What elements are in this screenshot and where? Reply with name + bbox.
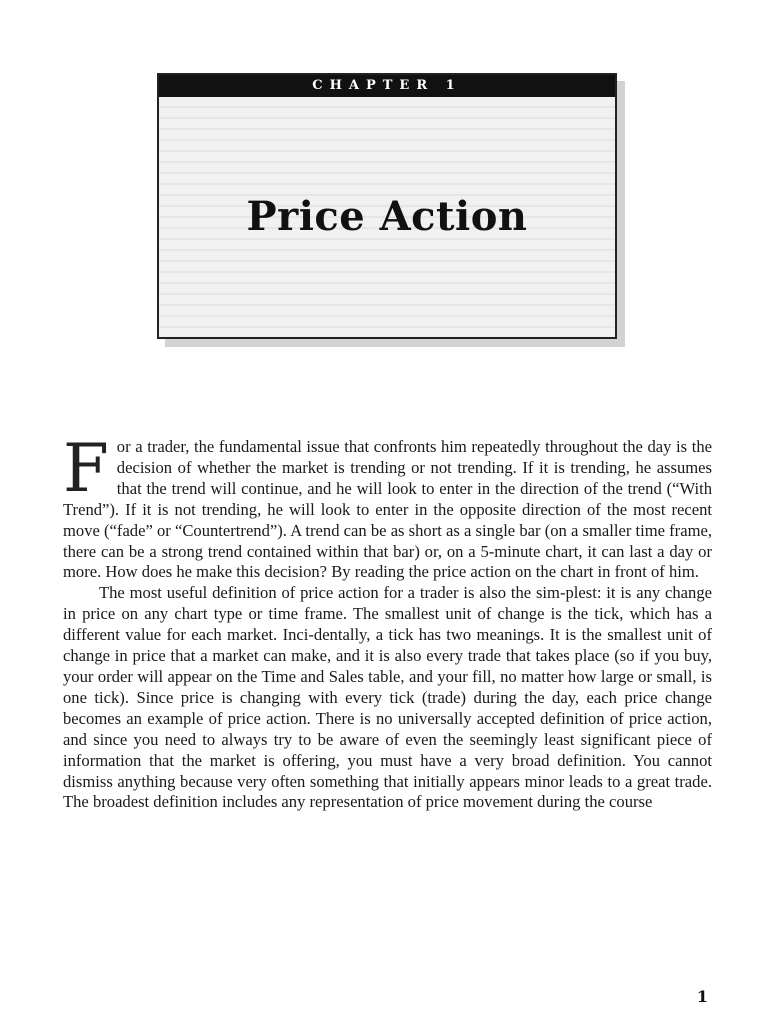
chapter-title-box — [157, 73, 617, 339]
paragraph-1-text: or a trader, the fundamental issue that confronts him repeatedly throughout the day is the decision of whether the market is trending or not trending. If it is trending, he assumes that the trend will continue, and he will look to enter in the direction of the trend (“With Trend”). If it is not trending, he will look to enter in the opposite direction of the most recent move (“fade” or “Countertrend”). A trend can be as short as a single bar (on a smaller time frame, there can be a strong trend contained within that bar) or, on a 5-minute chart, it can last a day or more. How does he make this decision? By reading the price action on the chart in front of him. — [63, 437, 712, 582]
page-number: 1 — [696, 987, 708, 1006]
paragraph-1 — [63, 430, 712, 583]
drop-cap: F — [63, 430, 109, 507]
paragraph-2: The most useful definition of price action for a trader is also the sim-plest: it is any change in price on any chart type or time frame. The smallest unit of change is the tick, which has a different value for each market. Inci-dentally, a tick has two meanings. It is the smallest unit of change in price that a market can make, and it is also every trade that takes place (so if you buy, your order will appear on the Time and Sales table, and your fill, no matter how large or small, is one tick). Since price is changing with every tick (trade) during the day, each price change becomes an example of price action. There is no universally accepted definition of price action, and since you need to always try to be aware of even the seemingly least significant piece of information that the market is offering, you must have a very broad definition. You cannot dismiss anything because very often something that initially appears minor leads to a great trade. The broadest definition includes any representation of price movement during the course — [63, 583, 712, 812]
body-text — [63, 430, 712, 813]
chapter-title: Price Action — [246, 193, 528, 240]
chapter-label: CHAPTER 1 — [159, 75, 615, 97]
